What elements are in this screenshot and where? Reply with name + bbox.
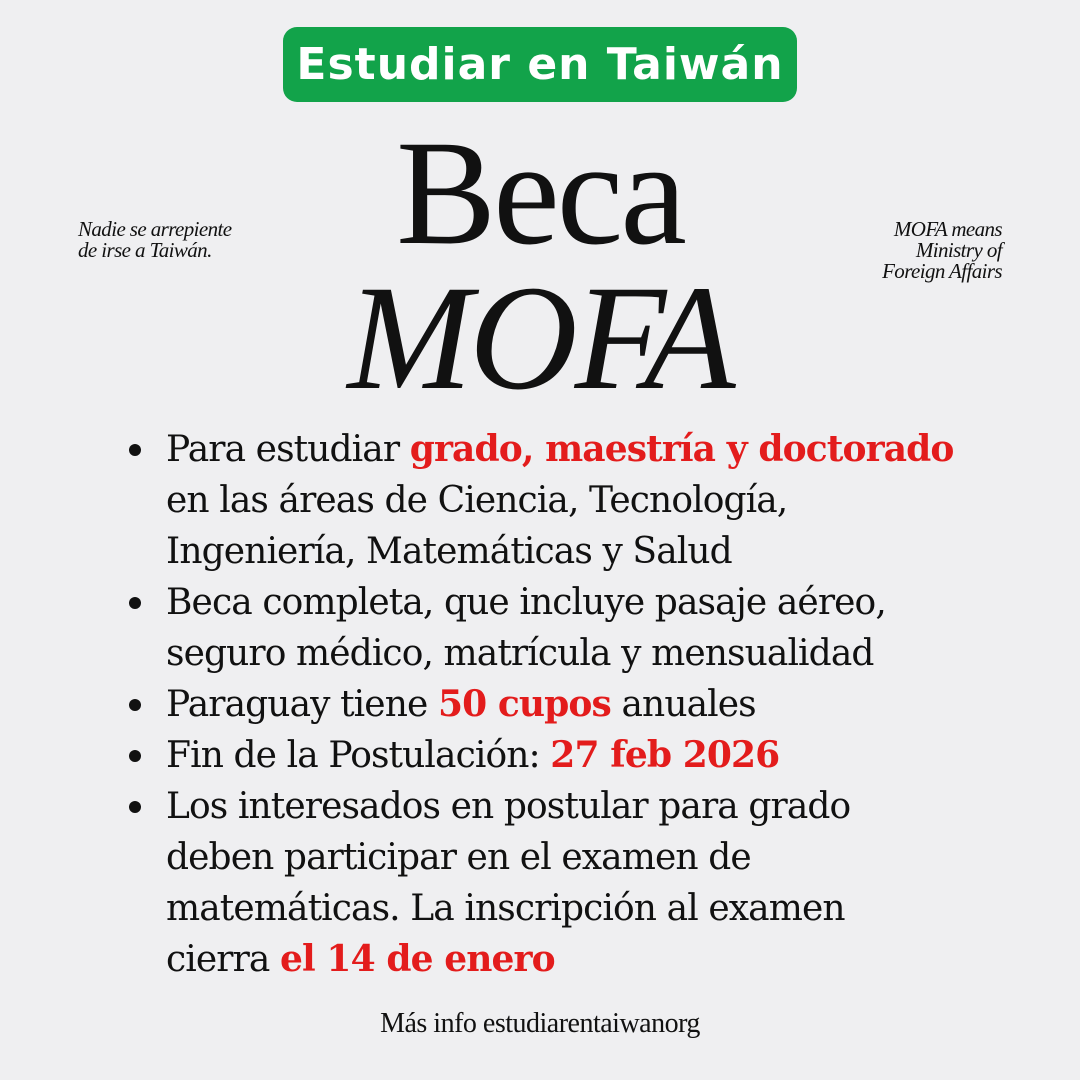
bullet-line: seguro médico, matrícula y mensualidad xyxy=(166,633,874,674)
bullet-line: en las áreas de Ciencia, Tecnología, xyxy=(166,480,788,521)
bullet-line xyxy=(166,934,1046,985)
bullet-line xyxy=(166,679,1046,730)
highlight-quota: 50 cupos xyxy=(437,683,611,725)
bullet-line xyxy=(166,424,1046,475)
bullet-line: Beca completa, que incluye pasaje aéreo, xyxy=(166,582,886,623)
bullet-line xyxy=(166,730,1046,781)
title-beca: Beca xyxy=(396,110,684,276)
bullet-dot-icon xyxy=(129,597,141,609)
category-badge: Estudiar en Taiwán xyxy=(283,27,797,102)
bullet-item-deadline xyxy=(166,730,1046,781)
side-note-right-line-1: MOFA means xyxy=(893,217,1002,241)
bullet-text: Paraguay tiene xyxy=(166,684,438,725)
side-note-right-line-3: Foreign Affairs xyxy=(882,259,1002,283)
side-note-right-line-2: Ministry of xyxy=(915,238,1002,262)
bullet-item-quota xyxy=(166,679,1046,730)
bullet-item-exam xyxy=(166,781,1046,985)
bullet-text: cierra xyxy=(166,939,281,980)
bullet-text: Fin de la Postulación: xyxy=(166,735,551,776)
highlight-exam-date: el 14 de enero xyxy=(280,938,555,980)
bullet-item-coverage xyxy=(166,577,1046,679)
side-note-left-line-2: de irse a Taiwán. xyxy=(78,238,212,262)
side-note-left xyxy=(78,219,288,261)
bullet-list xyxy=(166,424,1046,985)
highlight-deadline: 27 feb 2026 xyxy=(550,734,780,776)
bullet-item-programs xyxy=(166,424,1046,577)
bullet-dot-icon xyxy=(129,801,141,813)
side-note-right xyxy=(802,219,1002,282)
bullet-line: Ingeniería, Matemáticas y Salud xyxy=(166,531,732,572)
bullet-line: matemáticas. La inscripción al examen xyxy=(166,888,845,929)
bullet-line: Los interesados en postular para grado xyxy=(166,786,851,827)
title-mofa: MOFA xyxy=(347,255,733,421)
bullet-line: deben participar en el examen de xyxy=(166,837,751,878)
bullet-text: Para estudiar xyxy=(166,429,410,470)
side-note-left-line-1: Nadie se arrepiente xyxy=(78,217,232,241)
footer-info: Más info estudiarentaiwanorg xyxy=(380,1008,700,1039)
bullet-dot-icon xyxy=(129,444,141,456)
highlight-programs: grado, maestría y doctorado xyxy=(409,428,954,470)
bullet-dot-icon xyxy=(129,699,141,711)
bullet-text: anuales xyxy=(610,684,756,725)
bullet-dot-icon xyxy=(129,750,141,762)
